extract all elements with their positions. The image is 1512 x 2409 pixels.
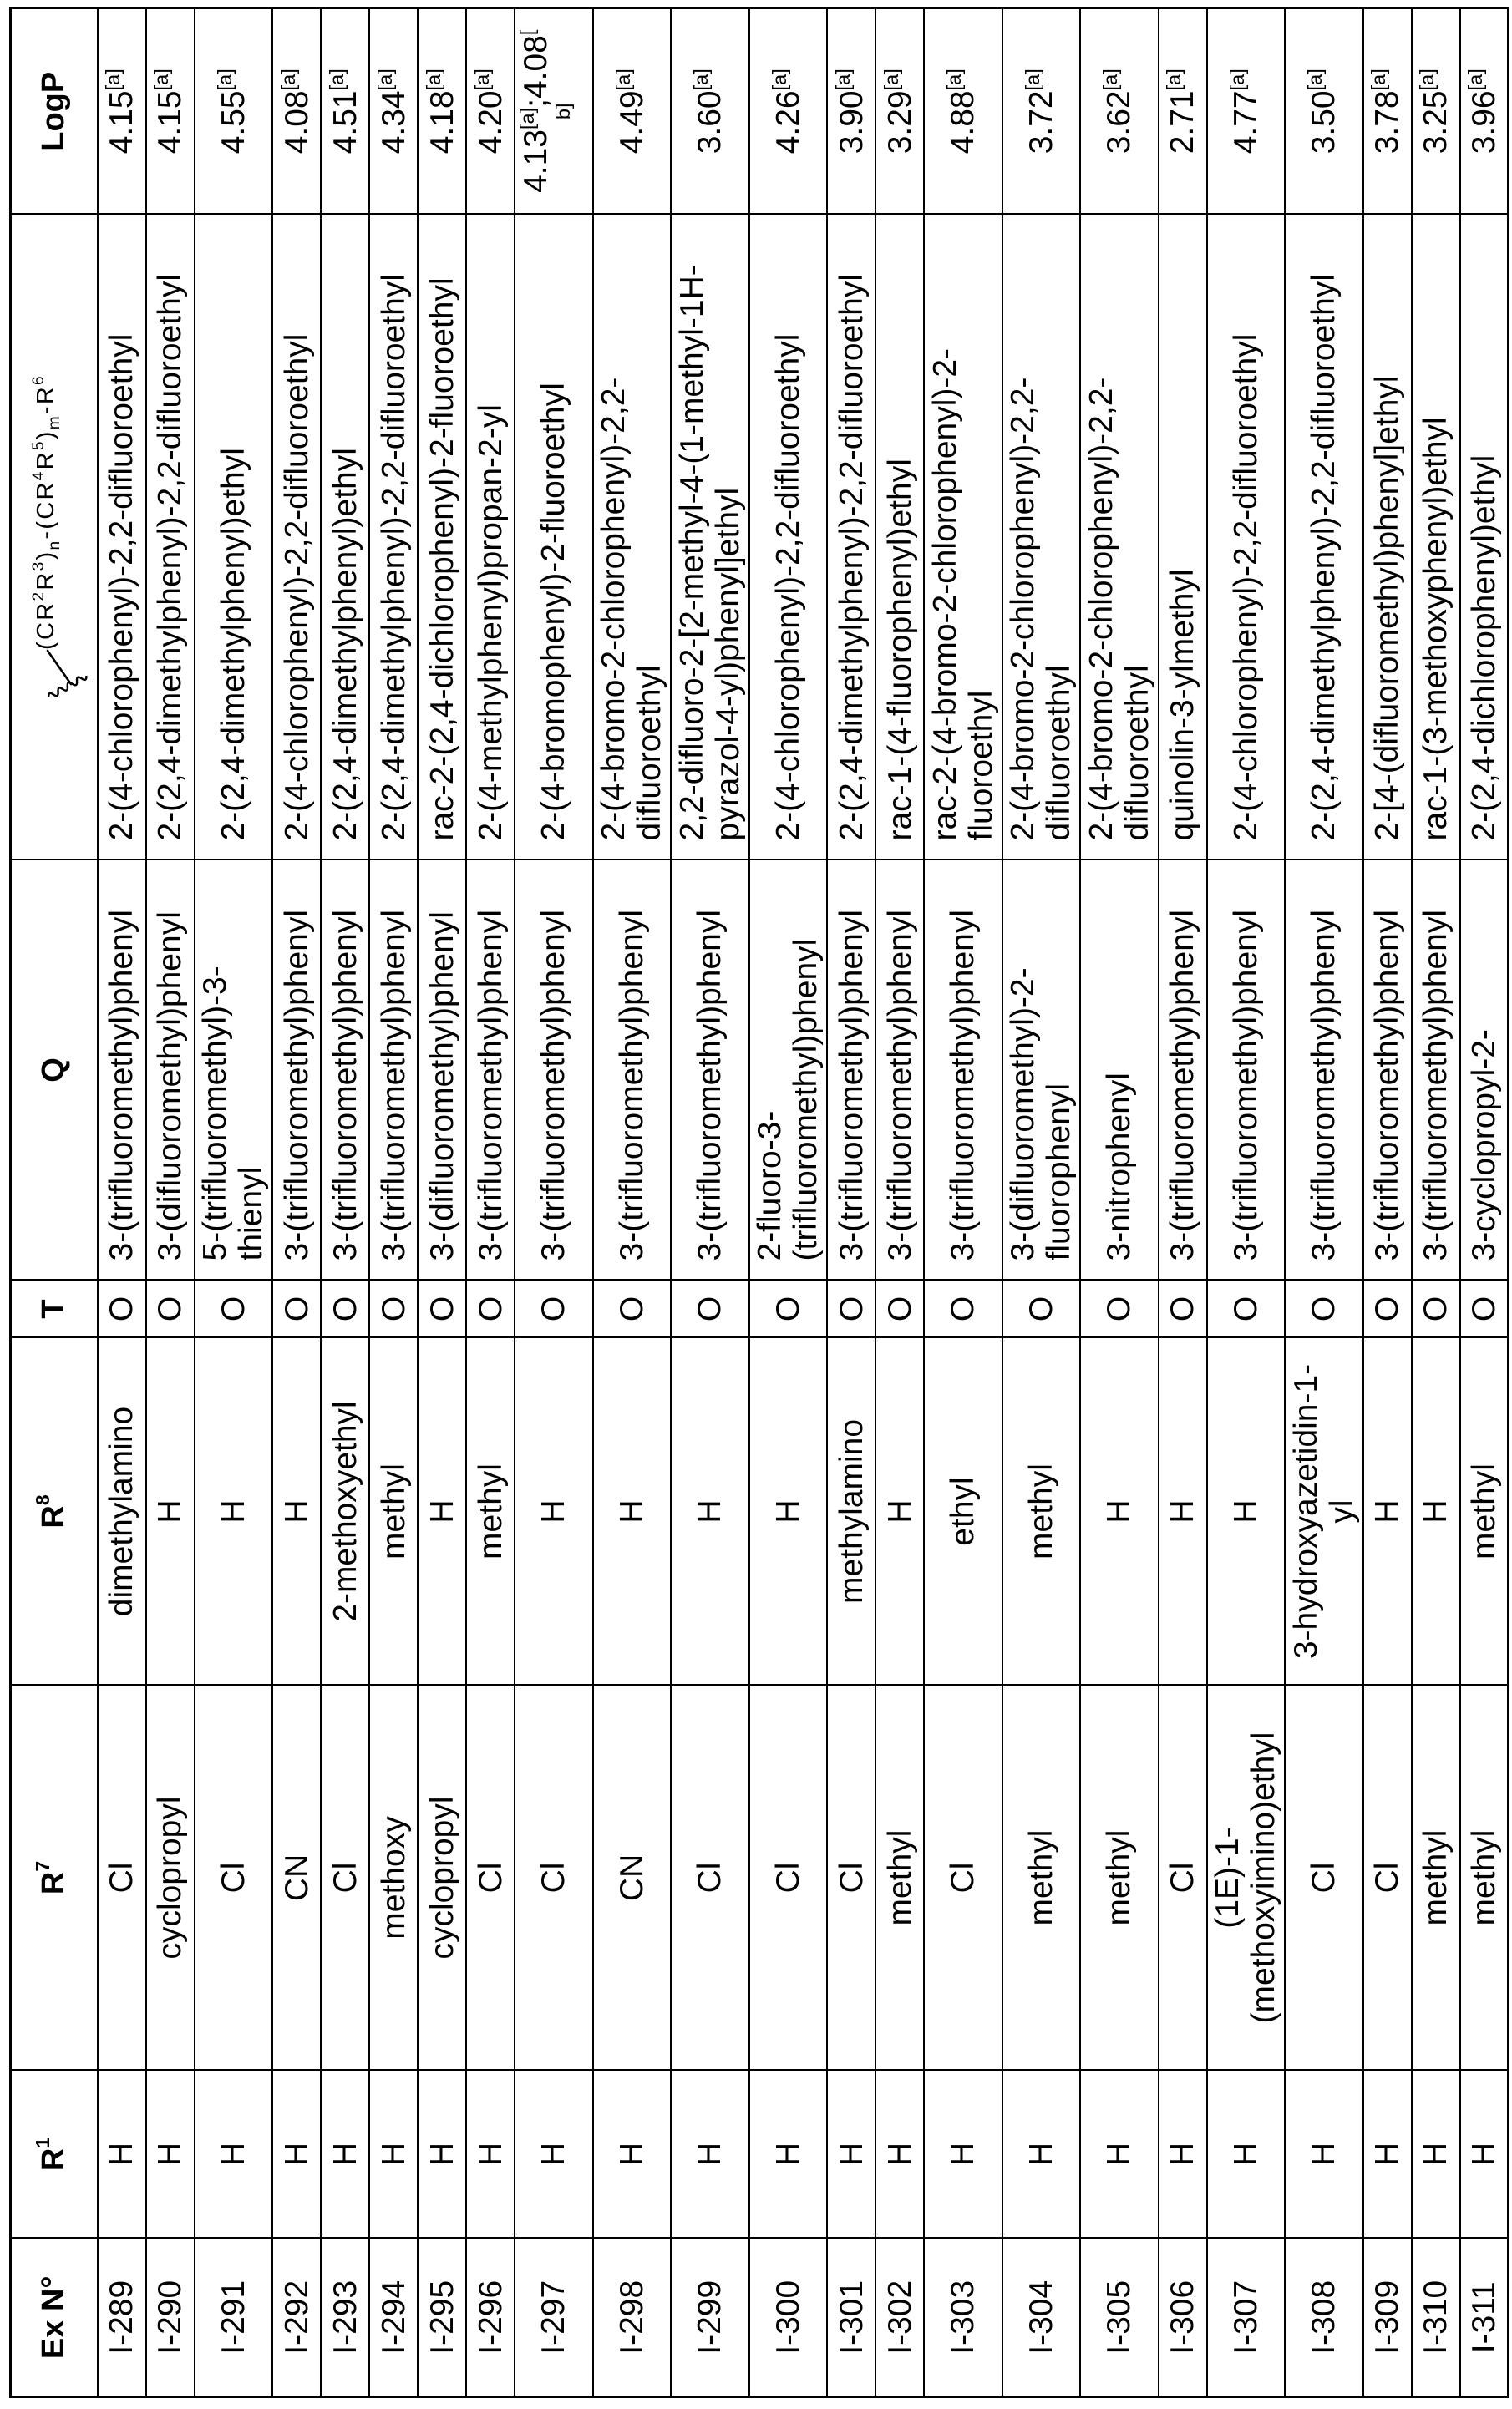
- logp-footnote-2-part: [: [515, 29, 538, 36]
- cell-substituent: 2-(4-bromo-2-chlorophenyl)-2,2- difluoroethyl: [1002, 215, 1081, 860]
- cell-logp: [1080, 8, 1159, 215]
- cell-r7: Cl: [924, 1686, 1002, 2071]
- header-r8-sup: 8: [32, 1494, 54, 1506]
- cell-logp: [515, 8, 593, 215]
- table-row: [1412, 8, 1460, 2397]
- cell-q: 3-(trifluoromethyl)phenyl: [272, 860, 321, 1281]
- cell-logp: [827, 8, 875, 215]
- cell-ex-no: I-289: [98, 2239, 146, 2397]
- cell-logp: [749, 8, 828, 215]
- cell-logp: [146, 8, 195, 215]
- cell-ex-no: I-298: [593, 2239, 672, 2397]
- cell-r8: methyl: [1002, 1338, 1081, 1686]
- header-r1-base: R: [36, 2148, 72, 2172]
- cell-substituent: 2-(4-chlorophenyl)-2,2-difluoroethyl: [98, 215, 146, 860]
- cell-t: O: [1159, 1281, 1207, 1338]
- cell-r7: CN: [593, 1686, 672, 2071]
- cell-ex-no: I-308: [1285, 2239, 1363, 2397]
- cell-q: 3-(trifluoromethyl)phenyl: [671, 860, 749, 1281]
- logp-value: 3.29: [881, 90, 918, 155]
- cell-r1: H: [827, 2071, 875, 2239]
- cell-q: 3-(trifluoromethyl)phenyl: [1285, 860, 1363, 1281]
- cell-substituent: 2-(2,4-dimethylphenyl)-2,2-difluoroethyl: [146, 215, 195, 860]
- cell-substituent: 2-(2,4-dimethylphenyl)-2,2-difluoroethyl: [369, 215, 418, 860]
- cell-r8: ethyl: [924, 1338, 1002, 1686]
- cell-t: O: [146, 1281, 195, 1338]
- cell-q: 3-(trifluoromethyl)phenyl: [1207, 860, 1286, 1281]
- table-row: [924, 8, 1002, 2397]
- logp-footnote: [a]: [277, 68, 299, 91]
- cell-t: O: [749, 1281, 828, 1338]
- cell-substituent: quinolin-3-ylmethyl: [1159, 215, 1207, 860]
- logp-value: 3.25: [1418, 90, 1454, 155]
- cell-t: O: [671, 1281, 749, 1338]
- cell-r1: H: [1460, 2071, 1509, 2239]
- cell-r7: (1E)-1- (methoxyimino)ethyl: [1207, 1686, 1286, 2071]
- cell-substituent: 2-(2,4-dimethylphenyl)ethyl: [195, 215, 273, 860]
- cell-r1: H: [749, 2071, 828, 2239]
- logp-value: 2.71: [1164, 90, 1200, 155]
- cell-r8: H: [1207, 1338, 1286, 1686]
- cell-t: O: [875, 1281, 924, 1338]
- cell-q: 3-(trifluoromethyl)phenyl: [827, 860, 875, 1281]
- cell-substituent: 2-(4-bromophenyl)-2-fluoroethyl: [515, 215, 593, 860]
- logp-value: 3.72: [1022, 90, 1059, 155]
- cell-ex-no: I-299: [671, 2239, 749, 2397]
- header-r8: [11, 1338, 98, 1686]
- header-substituent-text: -R: [33, 384, 59, 415]
- cell-t: O: [272, 1281, 321, 1338]
- cell-ex-no: I-292: [272, 2239, 321, 2397]
- logp-footnote: [a]: [325, 68, 348, 91]
- cell-t: O: [1412, 1281, 1460, 1338]
- header-logp: LogP: [11, 8, 98, 215]
- cell-r7: Cl: [1363, 1686, 1412, 2071]
- table-row: [98, 8, 146, 2397]
- header-t: T: [11, 1281, 98, 1338]
- logp-footnote: [a]: [470, 68, 493, 91]
- cell-r7: Cl: [466, 1686, 515, 2071]
- cell-substituent: 2-(4-bromo-2-chlorophenyl)-2,2- difluoroethyl: [1080, 215, 1159, 860]
- cell-r1: H: [195, 2071, 273, 2239]
- logp-footnote: [a]: [943, 68, 966, 91]
- cell-q: 3-(difluoromethyl)-2- fluorophenyl: [1002, 860, 1081, 1281]
- cell-q: 3-(trifluoromethyl)phenyl: [924, 860, 1002, 1281]
- cell-ex-no: I-293: [321, 2239, 369, 2397]
- cell-logp: [1460, 8, 1509, 215]
- header-substituent-text: -(CR: [33, 480, 59, 540]
- logp-footnote: [a]: [213, 68, 236, 91]
- header-substituent-sup: 4: [30, 469, 48, 481]
- logp-footnote: [a]: [422, 68, 444, 91]
- cell-logp: [369, 8, 418, 215]
- table-row: [369, 8, 418, 2397]
- cell-ex-no: I-309: [1363, 2239, 1412, 2397]
- cell-q: 3-(trifluoromethyl)phenyl: [1412, 860, 1460, 1281]
- logp-footnote: [a]: [373, 68, 396, 91]
- table-row: [321, 8, 369, 2397]
- cell-r1: H: [671, 2071, 749, 2239]
- cell-t: O: [924, 1281, 1002, 1338]
- cell-r7: methyl: [1080, 1686, 1159, 2071]
- logp-value: 4.15: [104, 90, 140, 155]
- cell-ex-no: I-302: [875, 2239, 924, 2397]
- logp-footnote: [a]: [1163, 68, 1185, 91]
- cell-r8: 3-hydroxyazetidin-1- yl: [1285, 1338, 1363, 1686]
- compound-table: [9, 7, 1509, 2398]
- cell-substituent: 2-(4-chlorophenyl)-2,2-difluoroethyl: [272, 215, 321, 860]
- header-substituent-sup: 6: [30, 374, 48, 385]
- cell-q: 3-(trifluoromethyl)phenyl: [515, 860, 593, 1281]
- header-r1: [11, 2071, 98, 2239]
- cell-logp: [98, 8, 146, 215]
- cell-q: 3-(trifluoromethyl)phenyl: [1363, 860, 1412, 1281]
- cell-r1: H: [418, 2071, 466, 2239]
- logp-footnote: [a]: [102, 68, 124, 91]
- cell-substituent: 2-(4-bromo-2-chlorophenyl)-2,2- difluoroethyl: [593, 215, 672, 860]
- logp-value: 4.15: [152, 90, 188, 155]
- table-row: [749, 8, 828, 2397]
- cell-q: 3-(trifluoromethyl)phenyl: [466, 860, 515, 1281]
- table-row: [827, 8, 875, 2397]
- cell-t: O: [1080, 1281, 1159, 1338]
- cell-logp: [593, 8, 672, 215]
- logp-footnote: [a]: [1099, 68, 1122, 91]
- cell-substituent: 2-(4-chlorophenyl)-2,2-difluoroethyl: [749, 215, 828, 860]
- logp-value: 3.90: [833, 90, 870, 155]
- cell-t: O: [1207, 1281, 1286, 1338]
- cell-r7: Cl: [1159, 1686, 1207, 2071]
- cell-r8: methylamino: [827, 1338, 875, 1686]
- cell-logp: [1285, 8, 1363, 215]
- cell-r8: dimethylamino: [98, 1338, 146, 1686]
- cell-r1: H: [1412, 2071, 1460, 2239]
- cell-q: 3-cyclopropyl-2-: [1460, 860, 1509, 1281]
- logp-value: 4.77: [1227, 90, 1264, 155]
- header-substituent-sup: 2: [30, 590, 48, 601]
- logp-footnote: [a]: [1304, 68, 1327, 91]
- table-row: [1159, 8, 1207, 2397]
- cell-logp: [1207, 8, 1286, 215]
- header-ex-no: Ex N°: [11, 2239, 98, 2397]
- cell-r7: cyclopropyl: [418, 1686, 466, 2071]
- cell-substituent: 2-(2,4-dimethylphenyl)-2,2-difluoroethyl: [1285, 215, 1363, 860]
- cell-ex-no: I-296: [466, 2239, 515, 2397]
- cell-t: O: [827, 1281, 875, 1338]
- cell-r1: H: [1207, 2071, 1286, 2239]
- cell-substituent: rac-2-(4-bromo-2-chlorophenyl)-2- fluoroethyl: [924, 215, 1002, 860]
- cell-r1: H: [1002, 2071, 1081, 2239]
- cell-r1: H: [98, 2071, 146, 2239]
- logp-separator: ;: [517, 99, 554, 108]
- cell-q: 5-(trifluoromethyl)-3- thienyl: [195, 860, 273, 1281]
- header-substituent-sup: 3: [30, 560, 48, 571]
- cell-logp: [671, 8, 749, 215]
- cell-t: O: [195, 1281, 273, 1338]
- cell-t: O: [369, 1281, 418, 1338]
- cell-r1: H: [369, 2071, 418, 2239]
- cell-r7: Cl: [98, 1686, 146, 2071]
- logp-footnote: [a]: [1225, 68, 1248, 91]
- logp-value: 3.78: [1369, 90, 1405, 155]
- cell-substituent: 2-[4-(difluoromethyl)phenyl]ethyl: [1363, 215, 1412, 860]
- header-q: Q: [11, 860, 98, 1281]
- logp-value: 4.51: [327, 90, 363, 155]
- cell-logp: [924, 8, 1002, 215]
- cell-r7: methyl: [1002, 1686, 1081, 2071]
- wavy-bond-icon: [47, 650, 87, 700]
- header-substituent: [11, 215, 98, 860]
- cell-r7: Cl: [1285, 1686, 1363, 2071]
- cell-ex-no: I-295: [418, 2239, 466, 2397]
- cell-r8: methyl: [466, 1338, 515, 1686]
- cell-q: 2-fluoro-3- (trifluoromethyl)phenyl: [749, 860, 828, 1281]
- cell-substituent: rac-1-(4-fluorophenyl)ethyl: [875, 215, 924, 860]
- logp-footnote-2-part: b]: [551, 103, 574, 120]
- cell-substituent: rac-1-(3-methoxyphenyl)ethyl: [1412, 215, 1460, 860]
- table-row: [515, 8, 593, 2397]
- header-substituent-text: (CR: [33, 601, 59, 650]
- table-row: [418, 8, 466, 2397]
- cell-q: 3-(trifluoromethyl)phenyl: [321, 860, 369, 1281]
- logp-footnote: [a]: [1416, 68, 1438, 91]
- cell-r8: H: [875, 1338, 924, 1686]
- cell-r8: H: [1363, 1338, 1412, 1686]
- cell-r8: H: [1080, 1338, 1159, 1686]
- cell-r7: methoxy: [369, 1686, 418, 2071]
- cell-r7: Cl: [515, 1686, 593, 2071]
- cell-ex-no: I-303: [924, 2239, 1002, 2397]
- cell-ex-no: I-307: [1207, 2239, 1286, 2397]
- cell-logp: [1159, 8, 1207, 215]
- cell-q: 3-(difluoromethyl)phenyl: [146, 860, 195, 1281]
- cell-r8: 2-methoxyethyl: [321, 1338, 369, 1686]
- cell-t: O: [1363, 1281, 1412, 1338]
- cell-logp: [418, 8, 466, 215]
- cell-r1: H: [1080, 2071, 1159, 2239]
- cell-t: O: [98, 1281, 146, 1338]
- cell-logp: [466, 8, 515, 215]
- cell-r8: H: [593, 1338, 672, 1686]
- cell-logp: [321, 8, 369, 215]
- cell-r7: cyclopropyl: [146, 1686, 195, 2071]
- logp-value-2: 4.08: [517, 35, 554, 99]
- cell-logp: [272, 8, 321, 215]
- cell-substituent: rac-2-(2,4-dichlorophenyl)-2-fluoroethyl: [418, 215, 466, 860]
- header-r1-sup: 1: [32, 2137, 54, 2148]
- cell-r8: H: [195, 1338, 273, 1686]
- cell-r7: CN: [272, 1686, 321, 2071]
- logp-value: 4.13: [517, 129, 554, 193]
- cell-r8: H: [515, 1338, 593, 1686]
- table-row: [195, 8, 273, 2397]
- logp-footnote: [a]: [515, 107, 538, 130]
- header-substituent-sup: 5: [30, 439, 48, 451]
- header-substituent-text: ): [33, 429, 59, 440]
- cell-ex-no: I-311: [1460, 2239, 1509, 2397]
- logp-value: 4.18: [424, 90, 460, 155]
- cell-ex-no: I-301: [827, 2239, 875, 2397]
- logp-value: 4.20: [472, 90, 509, 155]
- logp-value: 4.08: [278, 90, 315, 155]
- table-row: [1207, 8, 1286, 2397]
- logp-value: 4.34: [375, 90, 412, 155]
- cell-ex-no: I-310: [1412, 2239, 1460, 2397]
- cell-r1: H: [321, 2071, 369, 2239]
- logp-footnote: [a]: [690, 68, 713, 91]
- logp-value: 3.62: [1101, 90, 1138, 155]
- cell-r8: H: [1159, 1338, 1207, 1686]
- logp-value: 3.96: [1465, 90, 1502, 155]
- cell-ex-no: I-290: [146, 2239, 195, 2397]
- cell-substituent: 2-(2,4-dichlorophenyl)ethyl: [1460, 215, 1509, 860]
- cell-r1: H: [1159, 2071, 1207, 2239]
- table-row: [1460, 8, 1509, 2397]
- cell-r8: H: [272, 1338, 321, 1686]
- cell-r1: H: [146, 2071, 195, 2239]
- cell-substituent: 2-(2,4-dimethylphenyl)-2,2-difluoroethyl: [827, 215, 875, 860]
- cell-logp: [875, 8, 924, 215]
- cell-r1: H: [875, 2071, 924, 2239]
- table-row: [466, 8, 515, 2397]
- table-row: [1285, 8, 1363, 2397]
- table-row: [272, 8, 321, 2397]
- logp-footnote: [a]: [611, 68, 634, 91]
- cell-ex-no: I-304: [1002, 2239, 1081, 2397]
- cell-r1: H: [924, 2071, 1002, 2239]
- cell-logp: [1002, 8, 1081, 215]
- cell-t: O: [418, 1281, 466, 1338]
- cell-q: 3-(trifluoromethyl)phenyl: [1159, 860, 1207, 1281]
- logp-footnote: [a]: [150, 68, 172, 91]
- cell-ex-no: I-300: [749, 2239, 828, 2397]
- logp-value: 3.60: [692, 90, 728, 155]
- cell-t: O: [466, 1281, 515, 1338]
- table-row: [671, 8, 749, 2397]
- table-row: [875, 8, 924, 2397]
- table-row: [146, 8, 195, 2397]
- cell-r1: H: [1285, 2071, 1363, 2239]
- cell-substituent: 2-(4-methylphenyl)propan-2-yl: [466, 215, 515, 860]
- table-row: [1363, 8, 1412, 2397]
- logp-value: 3.50: [1306, 90, 1342, 155]
- cell-substituent: 2,2-difluoro-2-[2-methyl-4-(1-methyl-1H- pyrazol-4-yl)phenyl]ethyl: [671, 215, 749, 860]
- logp-value: 4.26: [769, 90, 806, 155]
- cell-r7: Cl: [827, 1686, 875, 2071]
- cell-r7: Cl: [321, 1686, 369, 2071]
- cell-t: O: [321, 1281, 369, 1338]
- logp-footnote: [a]: [880, 68, 902, 91]
- cell-r1: H: [515, 2071, 593, 2239]
- cell-r7: Cl: [195, 1686, 273, 2071]
- cell-r1: H: [272, 2071, 321, 2239]
- logp-footnote: [a]: [1464, 68, 1486, 91]
- header-r7-sup: 7: [32, 1860, 54, 1872]
- table-row: [1080, 8, 1159, 2397]
- cell-r8: H: [1412, 1338, 1460, 1686]
- cell-ex-no: I-306: [1159, 2239, 1207, 2397]
- cell-t: O: [1002, 1281, 1081, 1338]
- header-substituent-text: ): [33, 550, 59, 560]
- cell-logp: [1412, 8, 1460, 215]
- cell-r8: H: [418, 1338, 466, 1686]
- cell-substituent: 2-(4-chlorophenyl)-2,2-difluoroethyl: [1207, 215, 1286, 860]
- cell-t: O: [1460, 1281, 1509, 1338]
- cell-r8: methyl: [1460, 1338, 1509, 1686]
- logp-footnote: [a]: [1367, 68, 1389, 91]
- logp-footnote: [a]: [768, 68, 790, 91]
- header-r8-base: R: [36, 1505, 72, 1529]
- cell-ex-no: I-291: [195, 2239, 273, 2397]
- cell-t: O: [515, 1281, 593, 1338]
- header-r7-base: R: [36, 1871, 72, 1895]
- cell-ex-no: I-297: [515, 2239, 593, 2397]
- header-substituent-sub: n: [46, 539, 63, 550]
- cell-r8: H: [749, 1338, 828, 1686]
- cell-r7: methyl: [875, 1686, 924, 2071]
- cell-t: O: [1285, 1281, 1363, 1338]
- logp-value: 4.55: [215, 90, 251, 155]
- cell-r1: H: [593, 2071, 672, 2239]
- cell-q: 3-nitrophenyl: [1080, 860, 1159, 1281]
- cell-r8: H: [146, 1338, 195, 1686]
- cell-q: 3-(trifluoromethyl)phenyl: [875, 860, 924, 1281]
- logp-value: 4.49: [613, 90, 650, 155]
- cell-logp: [1363, 8, 1412, 215]
- table-header-row: [11, 8, 98, 2397]
- cell-r7: methyl: [1412, 1686, 1460, 2071]
- cell-logp: [195, 8, 273, 215]
- cell-ex-no: I-305: [1080, 2239, 1159, 2397]
- table-row: [1002, 8, 1081, 2397]
- cell-q: 3-(trifluoromethyl)phenyl: [593, 860, 672, 1281]
- logp-value: 4.88: [945, 90, 982, 155]
- logp-footnote: [a]: [1021, 68, 1043, 91]
- cell-r8: H: [671, 1338, 749, 1686]
- logp-footnote: [a]: [831, 68, 854, 91]
- cell-r1: H: [466, 2071, 515, 2239]
- cell-r8: methyl: [369, 1338, 418, 1686]
- table-row: [593, 8, 672, 2397]
- header-substituent-text: R: [33, 450, 59, 470]
- cell-q: 3-(difluoromethyl)phenyl: [418, 860, 466, 1281]
- cell-t: O: [593, 1281, 672, 1338]
- cell-r1: H: [1363, 2071, 1412, 2239]
- cell-substituent: 2-(2,4-dimethylphenyl)ethyl: [321, 215, 369, 860]
- cell-r7: Cl: [671, 1686, 749, 2071]
- cell-r7: methyl: [1460, 1686, 1509, 2071]
- cell-ex-no: I-294: [369, 2239, 418, 2397]
- cell-r7: Cl: [749, 1686, 828, 2071]
- cell-q: 3-(trifluoromethyl)phenyl: [369, 860, 418, 1281]
- cell-q: 3-(trifluoromethyl)phenyl: [98, 860, 146, 1281]
- header-r7: [11, 1686, 98, 2071]
- header-substituent-text: R: [33, 571, 59, 591]
- header-substituent-sub: m: [46, 414, 63, 430]
